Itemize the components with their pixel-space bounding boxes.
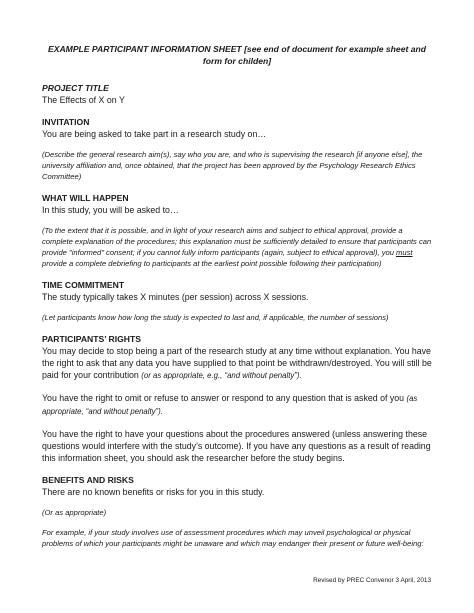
document-title: EXAMPLE PARTICIPANT INFORMATION SHEET [see end of document for example sheet and form for childen] [48,44,427,66]
section-invitation [42,116,432,182]
rights-p2-text: You have the right to omit or refuse to answer or respond to any question that is asked of you [42,393,407,403]
time-commitment-text: The study typically takes X minutes (per session) across X sessions. [42,292,309,302]
section-what-will-happen [42,192,432,269]
rights-p2-italic: (as appropriate, “and without penalty”). [42,394,418,416]
invitation-text: You are being asked to take part in a research study on… [42,129,267,139]
what-will-happen-note [42,225,432,269]
what-will-happen-heading: WHAT WILL HAPPEN [42,193,129,203]
rights-paragraph-1 [42,345,432,382]
benefits-heading: BENEFITS AND RISKS [42,475,134,485]
benefits-note-2: For example, if your study involves use of assessment procedures which may unveil psychological or physical problems of which your participants might be unaware and which may endanger their present or future well-being: [42,528,424,548]
section-project-title [42,82,432,106]
project-title-heading: PROJECT TITLE [42,83,109,93]
invitation-heading: INVITATION [42,117,90,127]
section-participants-rights [42,333,432,464]
note-part-after: provide a complete debriefing to participants at the earliest point possible following their participation) [42,259,382,268]
section-benefits-risks [42,474,432,549]
revision-footer: Revised by PREC Convenor 3 April, 2013 [313,577,431,584]
rights-p1-italic: (or as appropriate, e.g., “and without penalty”). [141,371,302,380]
project-title-text: The Effects of X on Y [42,95,125,105]
rights-p1-text: You may decide to stop being a part of the research study at any time without explanation. You have the right to ask that any data you have supplied to that point be withdrawn/destroyed. You will still be paid for your contribution [42,346,432,380]
what-will-happen-text: In this study, you will be asked to… [42,205,179,215]
note-underlined-must: must [396,248,413,257]
rights-paragraph-3: You have the right to have your questions about the procedures answered (unless answering these questions would interfere with the study’s outcome). If you have any questions as a result of reading this information sheet, you should ask the researcher before the study begins. [42,429,431,463]
rights-heading: PARTICIPANTS’ RIGHTS [42,334,141,344]
time-commitment-heading: TIME COMMITMENT [42,280,125,290]
rights-paragraph-2 [42,392,432,418]
benefits-note-1: (Or as appropriate) [42,508,107,517]
benefits-text: There are no known benefits or risks for you in this study. [42,487,265,497]
invitation-note: (Describe the general research aim(s), say who you are, and who is supervising the research [if anyone else], the university affiliation and, once obtained, that the project has been approved by the Psychology Research Ethics Committee) [42,150,423,181]
section-time-commitment [42,279,432,323]
time-commitment-note: (Let participants know how long the study is expected to last and, if applicable, the number of sessions) [42,313,389,322]
note-part-before: (To the extent that it is possible, and in light of your research aims and subject to ethical approval, provide a complete explanation of the procedures; this explanation must be sufficiently detailed to ensure that participants can provide "informed" consent; if you cannot fully inform participants (again, subject to ethical approval), you [42,226,432,257]
